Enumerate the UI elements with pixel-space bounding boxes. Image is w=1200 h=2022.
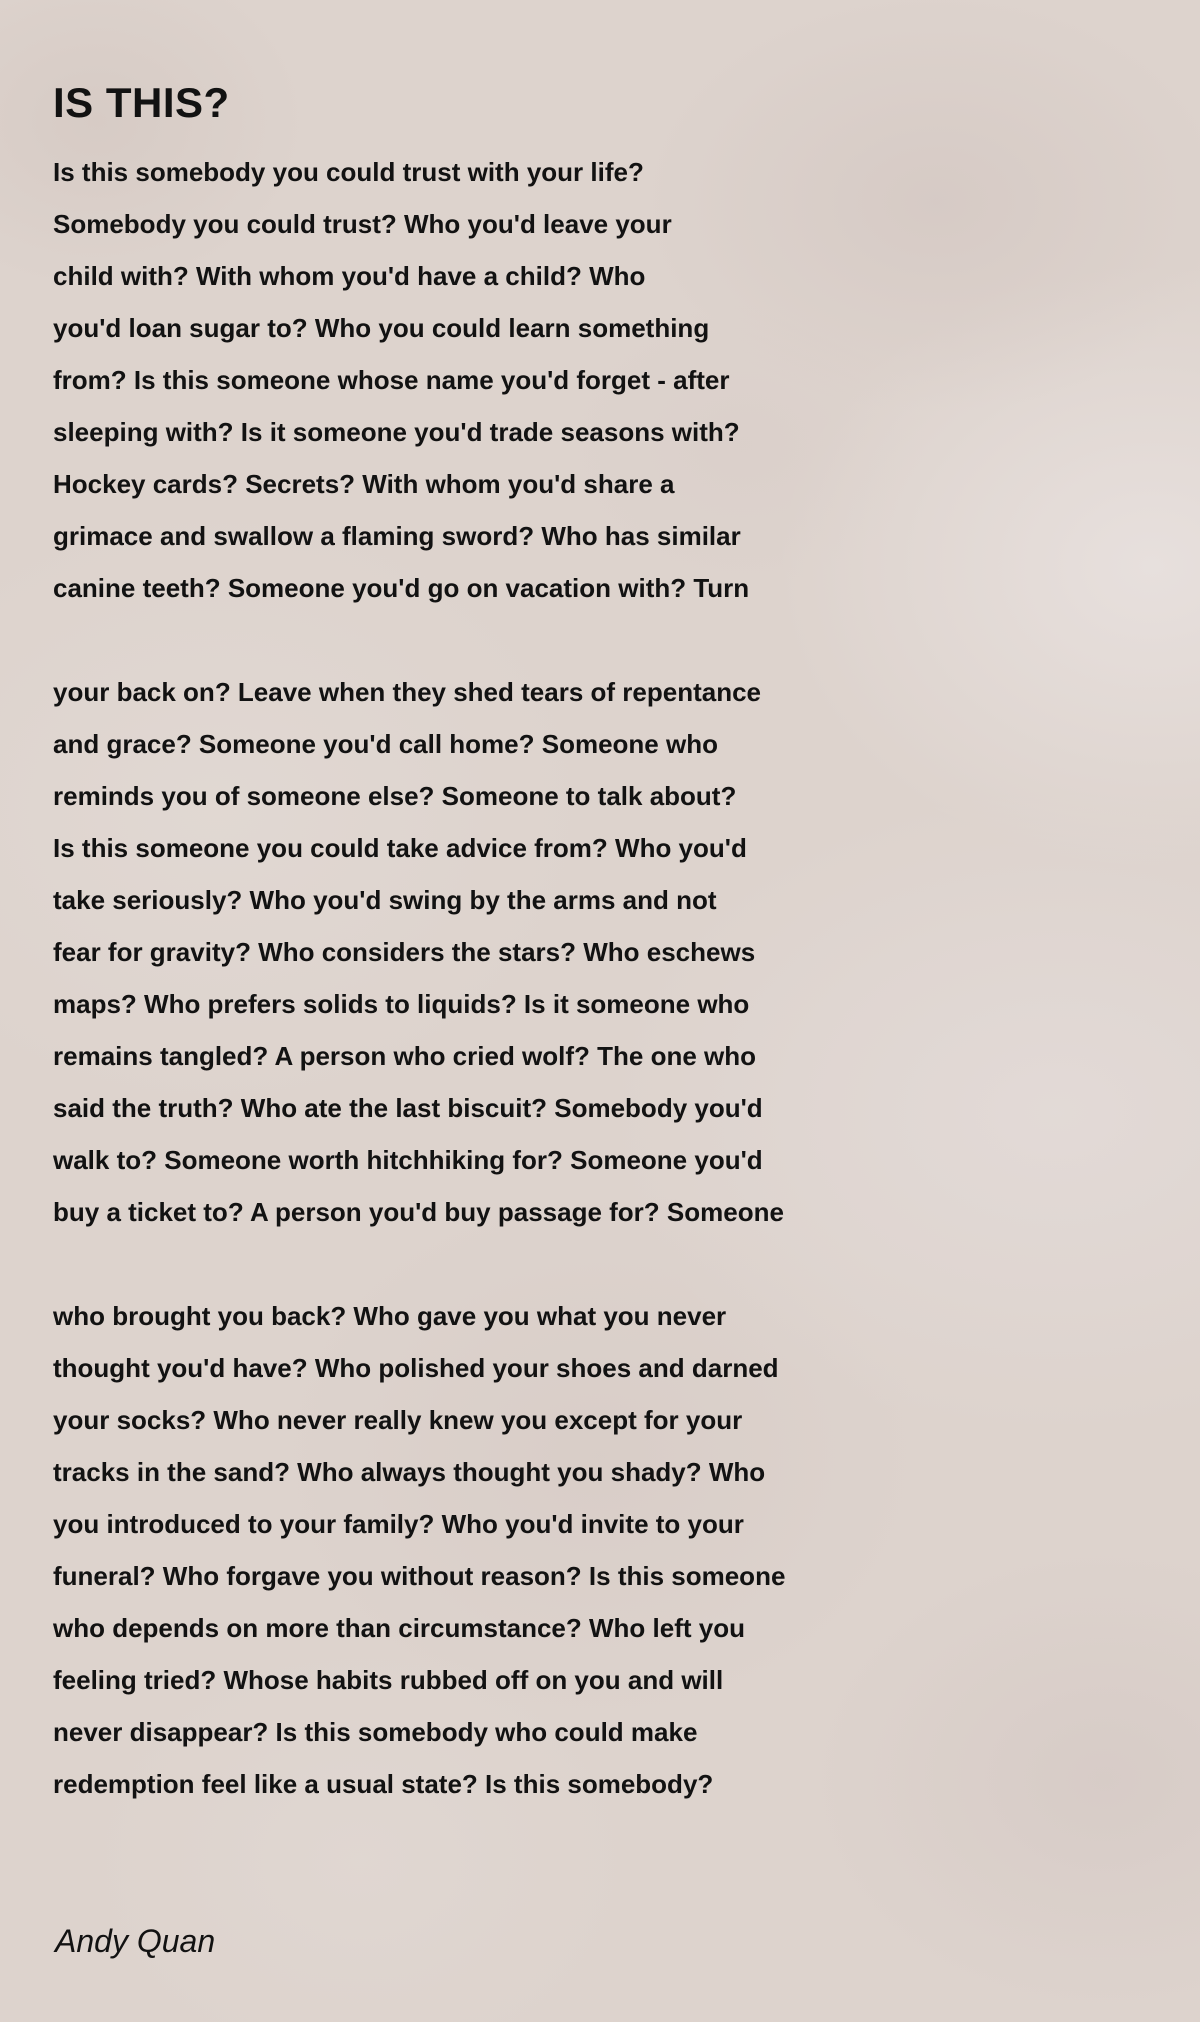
poem-line: Is this someone you could take advice from? Who you'd: [53, 833, 747, 863]
poem-line: your socks? Who never really knew you except for your: [53, 1405, 743, 1435]
poem-line: Is this somebody you could trust with your life?: [53, 157, 644, 187]
poem-line: Somebody you could trust? Who you'd leave your: [53, 209, 672, 239]
poem-line: redemption feel like a usual state? Is this somebody?: [53, 1769, 714, 1799]
poem-line: said the truth? Who ate the last biscuit? Somebody you'd: [53, 1093, 763, 1123]
poem-author: Andy Quan: [55, 1923, 216, 1959]
poem-line: thought you'd have? Who polished your shoes and darned: [53, 1353, 779, 1383]
poem-line: take seriously? Who you'd swing by the arms and not: [53, 885, 717, 915]
poem-line: you'd loan sugar to? Who you could learn something: [53, 313, 710, 343]
stanza: [53, 146, 1133, 614]
poem-line: funeral? Who forgave you without reason? Is this someone: [53, 1561, 786, 1591]
poem-line: and grace? Someone you'd call home? Someone who: [53, 729, 718, 759]
poem-body: [53, 146, 1133, 1810]
stanza: [53, 666, 1133, 1238]
poem-line: maps? Who prefers solids to liquids? Is it someone who: [53, 989, 750, 1019]
poem-line: feeling tried? Whose habits rubbed off on you and will: [53, 1665, 724, 1695]
poem-line: buy a ticket to? A person you'd buy passage for? Someone: [53, 1197, 784, 1227]
stanza: [53, 1290, 1133, 1810]
poem-line: walk to? Someone worth hitchhiking for? Someone you'd: [53, 1145, 763, 1175]
poem-line: never disappear? Is this somebody who could make: [53, 1717, 698, 1747]
poem-line: from? Is this someone whose name you'd forget - after: [53, 365, 730, 395]
poem-line: your back on? Leave when they shed tears of repentance: [53, 677, 761, 707]
poem-line: fear for gravity? Who considers the stars? Who eschews: [53, 937, 756, 967]
poem-line: grimace and swallow a flaming sword? Who has similar: [53, 521, 741, 551]
poem-line: sleeping with? Is it someone you'd trade seasons with?: [53, 417, 740, 447]
poem-line: remains tangled? A person who cried wolf? The one who: [53, 1041, 757, 1071]
poem-line: you introduced to your family? Who you'd invite to your: [53, 1509, 744, 1539]
poem-line: who depends on more than circumstance? Who left you: [53, 1613, 745, 1643]
poem-line: tracks in the sand? Who always thought you shady? Who: [53, 1457, 766, 1487]
poem-line: canine teeth? Someone you'd go on vacation with? Turn: [53, 573, 750, 603]
poem-title: IS THIS?: [53, 79, 230, 127]
poem-line: who brought you back? Who gave you what you never: [53, 1301, 727, 1331]
poem-line: child with? With whom you'd have a child? Who: [53, 261, 646, 291]
poem-line: reminds you of someone else? Someone to talk about?: [53, 781, 737, 811]
poem-line: Hockey cards? Secrets? With whom you'd share a: [53, 469, 675, 499]
